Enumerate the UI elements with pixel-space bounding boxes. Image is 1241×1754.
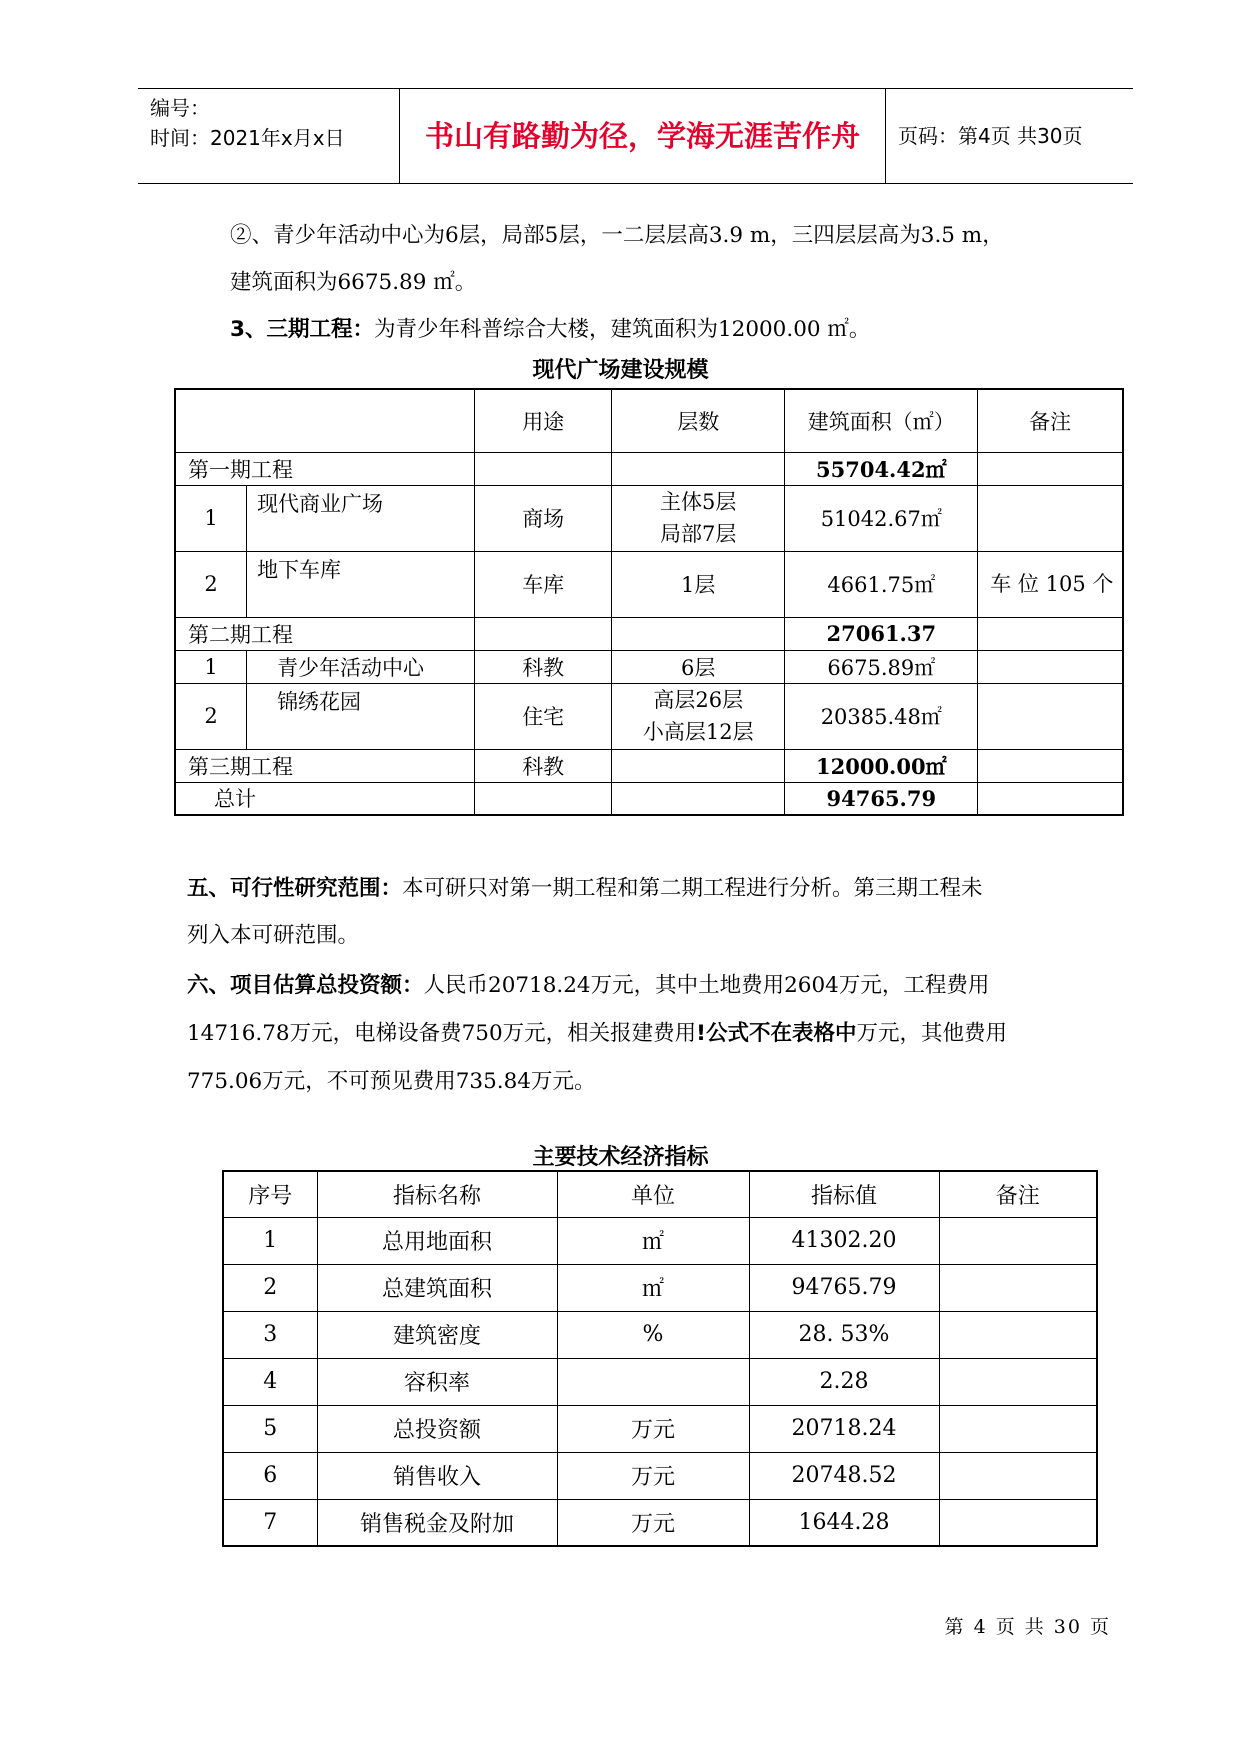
section5-line-2: 列入本可研范围。 (187, 923, 360, 948)
economic-indicators-table (222, 1170, 1098, 1547)
doc-time-label: 时间：2021年x月x日 (150, 126, 345, 150)
area-cell: 4661.75㎡ (785, 551, 978, 617)
table-row (175, 683, 1123, 749)
phase-cell: 第三期工程 (175, 749, 475, 782)
table-row (223, 1217, 1097, 1264)
phase3-text: 为青少年科普综合大楼，建筑面积为12000.00 ㎡。 (373, 317, 871, 342)
unit-cell: ㎡ (557, 1264, 749, 1311)
area-cell: 51042.67㎡ (785, 485, 978, 551)
row-number-cell: 1 (175, 485, 247, 551)
table2-title: 主要技术经济指标 (532, 1145, 709, 1170)
name-cell: 锦绣花园 (247, 683, 475, 749)
value-cell: 41302.20 (749, 1217, 939, 1264)
note-cell (939, 1405, 1097, 1452)
indicator-name-cell: 销售收入 (317, 1452, 557, 1499)
table-row (175, 551, 1123, 617)
table-header-cell: 序号 (223, 1171, 317, 1217)
note-cell (978, 617, 1123, 650)
value-cell: 1644.28 (749, 1499, 939, 1546)
unit-cell: 万元 (557, 1405, 749, 1452)
table-row (223, 1311, 1097, 1358)
value-cell: 20718.24 (749, 1405, 939, 1452)
note-cell (978, 650, 1123, 683)
section6-label: 六、项目估算总投资额： (187, 973, 424, 998)
table-header-cell: 指标名称 (317, 1171, 557, 1217)
note-cell (939, 1452, 1097, 1499)
unit-cell: 万元 (557, 1499, 749, 1546)
note-cell (939, 1264, 1097, 1311)
note-cell (939, 1311, 1097, 1358)
formula-error-text: !公式不在表格中 (696, 1021, 857, 1046)
indicator-name-cell: 总投资额 (317, 1405, 557, 1452)
row-number-cell: 2 (175, 551, 247, 617)
section5-label: 五、可行性研究范围： (187, 876, 403, 901)
row-number-cell: 1 (175, 650, 247, 683)
value-cell: 2.28 (749, 1358, 939, 1405)
unit-cell (557, 1358, 749, 1405)
doc-number-label: 编号： (150, 96, 210, 120)
note-cell (978, 683, 1123, 749)
table-header-cell: 备注 (978, 389, 1123, 452)
section6-text: 万元，其他费用 (856, 1021, 1007, 1046)
use-cell (475, 452, 612, 485)
construction-scale-table (174, 388, 1124, 816)
use-cell: 车库 (475, 551, 612, 617)
table-header-cell: 用途 (475, 389, 612, 452)
note-cell (978, 485, 1123, 551)
index-cell: 3 (223, 1311, 317, 1358)
floors-cell: 6层 (612, 650, 785, 683)
table-row (175, 749, 1123, 782)
section5-line-1 (187, 865, 983, 912)
table-header-cell: 层数 (612, 389, 785, 452)
table-header-row (223, 1171, 1097, 1217)
section6-line-1 (187, 962, 989, 1009)
header-divider (885, 89, 886, 183)
phase3-paragraph (230, 306, 870, 353)
section6-text: 14716.78万元，电梯设备费750万元，相关报建费用 (187, 1021, 697, 1046)
note-cell (939, 1217, 1097, 1264)
table-row (223, 1452, 1097, 1499)
area-cell: 6675.89㎡ (785, 650, 978, 683)
table-header-cell: 建筑面积（㎡） (785, 389, 978, 452)
value-cell: 28. 53% (749, 1311, 939, 1358)
phase3-label: 3、三期工程： (230, 317, 374, 342)
indicator-name-cell: 容积率 (317, 1358, 557, 1405)
index-cell: 4 (223, 1358, 317, 1405)
index-cell: 2 (223, 1264, 317, 1311)
unit-cell: % (557, 1311, 749, 1358)
index-cell: 6 (223, 1452, 317, 1499)
note-cell: 车 位 105 个 (978, 551, 1123, 617)
value-cell: 94765.79 (749, 1264, 939, 1311)
note-cell (939, 1499, 1097, 1546)
table-header-cell: 单位 (557, 1171, 749, 1217)
table-header-row (175, 389, 1123, 452)
floors-cell: 主体5层 局部7层 (612, 485, 785, 551)
unit-cell: 万元 (557, 1452, 749, 1499)
row-number-cell: 2 (175, 683, 247, 749)
table-row (223, 1264, 1097, 1311)
table-row (175, 782, 1123, 815)
table-row (223, 1358, 1097, 1405)
floors-cell (612, 749, 785, 782)
name-cell: 现代商业广场 (247, 485, 475, 551)
section6-line-3: 775.06万元，不可预见费用735.84万元。 (187, 1069, 596, 1094)
area-cell: 12000.00㎡ (785, 749, 978, 782)
table-row (223, 1499, 1097, 1546)
area-cell: 55704.42㎡ (785, 452, 978, 485)
page-footer: 第 4 页 共 30 页 (944, 1616, 1111, 1638)
unit-cell: ㎡ (557, 1217, 749, 1264)
indicator-name-cell: 总用地面积 (317, 1217, 557, 1264)
indicator-name-cell: 总建筑面积 (317, 1264, 557, 1311)
intro-line-1: ②、青少年活动中心为6层，局部5层，一二层层高3.9 m，三四层层高为3.5 m， (230, 223, 1004, 248)
floors-cell (612, 782, 785, 815)
note-cell (978, 452, 1123, 485)
table-header-cell (175, 389, 475, 452)
total-cell: 总计 (175, 782, 475, 815)
phase-cell: 第一期工程 (175, 452, 475, 485)
use-cell: 科教 (475, 749, 612, 782)
table-row (175, 617, 1123, 650)
indicator-name-cell: 销售税金及附加 (317, 1499, 557, 1546)
header-motto: 书山有路勤为径，学海无涯苦作舟 (424, 119, 860, 153)
table1-title: 现代广场建设规模 (532, 358, 709, 383)
name-cell: 青少年活动中心 (247, 650, 475, 683)
table-header-cell: 备注 (939, 1171, 1097, 1217)
table-row (223, 1405, 1097, 1452)
area-cell: 94765.79 (785, 782, 978, 815)
table-row (175, 650, 1123, 683)
area-cell: 20385.48㎡ (785, 683, 978, 749)
table-header-cell: 指标值 (749, 1171, 939, 1217)
page-header (138, 88, 1133, 184)
index-cell: 7 (223, 1499, 317, 1546)
use-cell: 科教 (475, 650, 612, 683)
section6-line-2 (187, 1010, 1007, 1057)
value-cell: 20748.52 (749, 1452, 939, 1499)
floors-cell: 1层 (612, 551, 785, 617)
index-cell: 5 (223, 1405, 317, 1452)
floors-cell (612, 452, 785, 485)
note-cell (978, 782, 1123, 815)
use-cell: 商场 (475, 485, 612, 551)
area-cell: 27061.37 (785, 617, 978, 650)
floors-cell: 高层26层 小高层12层 (612, 683, 785, 749)
name-cell: 地下车库 (247, 551, 475, 617)
table-row (175, 485, 1123, 551)
note-cell (978, 749, 1123, 782)
intro-line-2: 建筑面积为6675.89 ㎡。 (230, 270, 477, 295)
use-cell (475, 617, 612, 650)
use-cell (475, 782, 612, 815)
table-row (175, 452, 1123, 485)
section6-text: 人民币20718.24万元，其中土地费用2604万元，工程费用 (423, 973, 990, 998)
indicator-name-cell: 建筑密度 (317, 1311, 557, 1358)
use-cell: 住宅 (475, 683, 612, 749)
note-cell (939, 1358, 1097, 1405)
phase-cell: 第二期工程 (175, 617, 475, 650)
floors-cell (612, 617, 785, 650)
index-cell: 1 (223, 1217, 317, 1264)
section5-text: 本可研只对第一期工程和第二期工程进行分析。第三期工程未 (402, 876, 983, 901)
header-page-label: 页码：第4页 共30页 (898, 124, 1083, 148)
header-meta (150, 93, 345, 153)
